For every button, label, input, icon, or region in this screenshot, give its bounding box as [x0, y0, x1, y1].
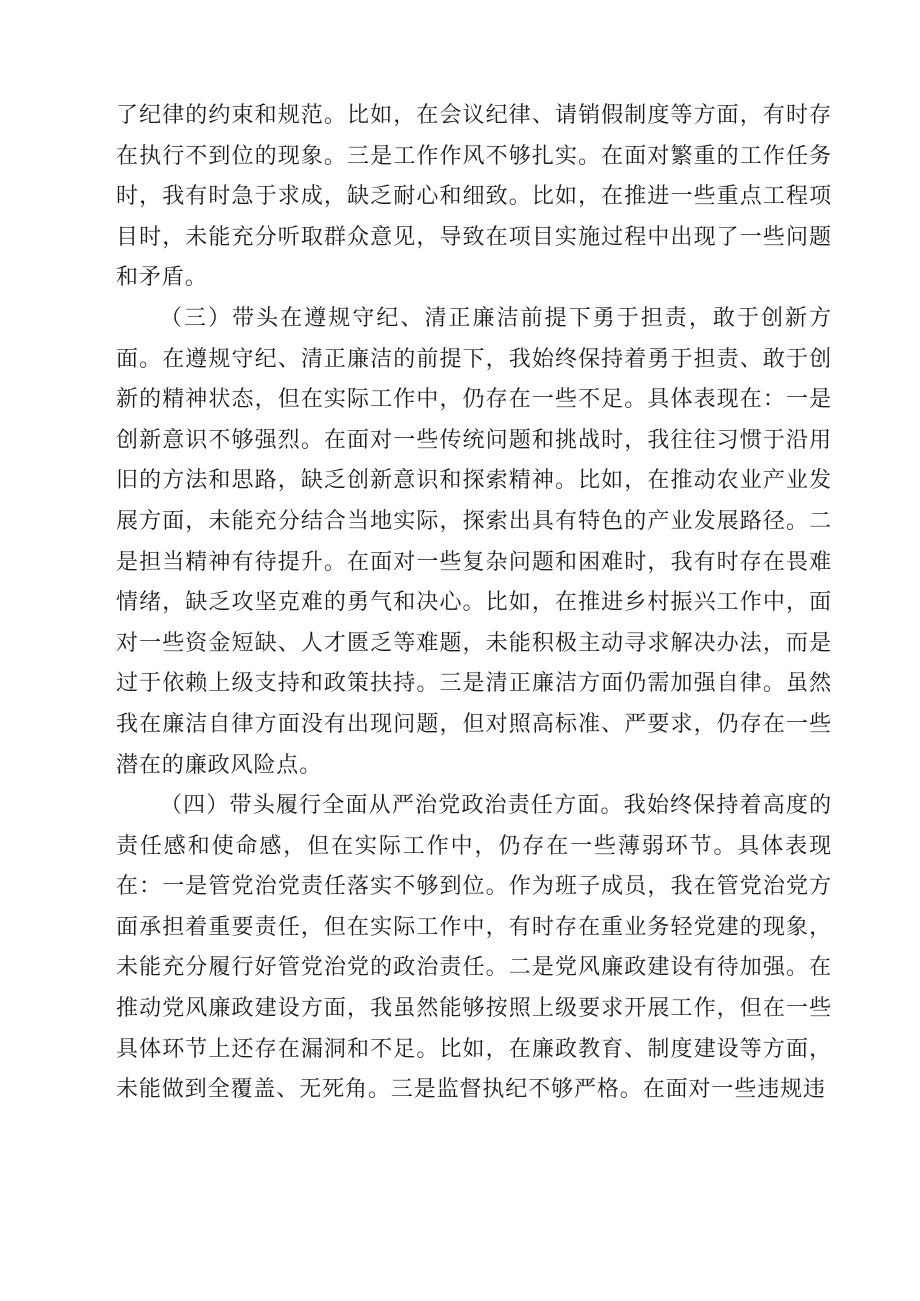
document-body	[116, 96, 832, 1111]
paragraph-section-four: （四）带头履行全面从严治党政治责任方面。我始终保持着高度的责任感和使命感，但在实际工作中，仍存在一些薄弱环节。具体表现在：一是管党治党责任落实不够到位。作为班子成员，我在管党治党方面承担着重要责任，但在实际工作中，有时存在重业务轻党建的现象，未能充分履行好管党治党的政治责任。二是党风廉政建设有待加强。在推动党风廉政建设方面，我虽然能够按照上级要求开展工作，但在一些具体环节上还存在漏洞和不足。比如，在廉政教育、制度建设等方面，未能做到全覆盖、无死角。三是监督执纪不够严格。在面对一些违规违	[116, 793, 832, 1103]
paragraph-section-three: （三）带头在遵规守纪、清正廉洁前提下勇于担责，敢于创新方面。在遵规守纪、清正廉洁的前提下，我始终保持着勇于担责、敢于创新的精神状态，但在实际工作中，仍存在一些不足。具体表现在：一是创新意识不够强烈。在面对一些传统问题和挑战时，我往往习惯于沿用旧的方法和思路，缺乏创新意识和探索精神。比如，在推动农业产业发展方面，未能充分结合当地实际，探索出具有特色的产业发展路径。二是担当精神有待提升。在面对一些复杂问题和困难时，我有时存在畏难情绪，缺乏攻坚克难的勇气和决心。比如，在推进乡村振兴工作中，面对一些资金短缺、人才匮乏等难题，未能积极主动寻求解决办法，而是过于依赖上级支持和政策扶持。三是清正廉洁方面仍需加强自律。虽然我在廉洁自律方面没有出现问题，但对照高标准、严要求，仍存在一些潜在的廉政风险点。	[116, 305, 832, 778]
paragraph-continuation: 了纪律的约束和规范。比如，在会议纪律、请销假制度等方面，有时存在执行不到位的现象。三是工作作风不够扎实。在面对繁重的工作任务时，我有时急于求成，缺乏耐心和细致。比如，在推进一些重点工程项目时，未能充分听取群众意见，导致在项目实施过程中出现了一些问题和矛盾。	[116, 103, 832, 291]
